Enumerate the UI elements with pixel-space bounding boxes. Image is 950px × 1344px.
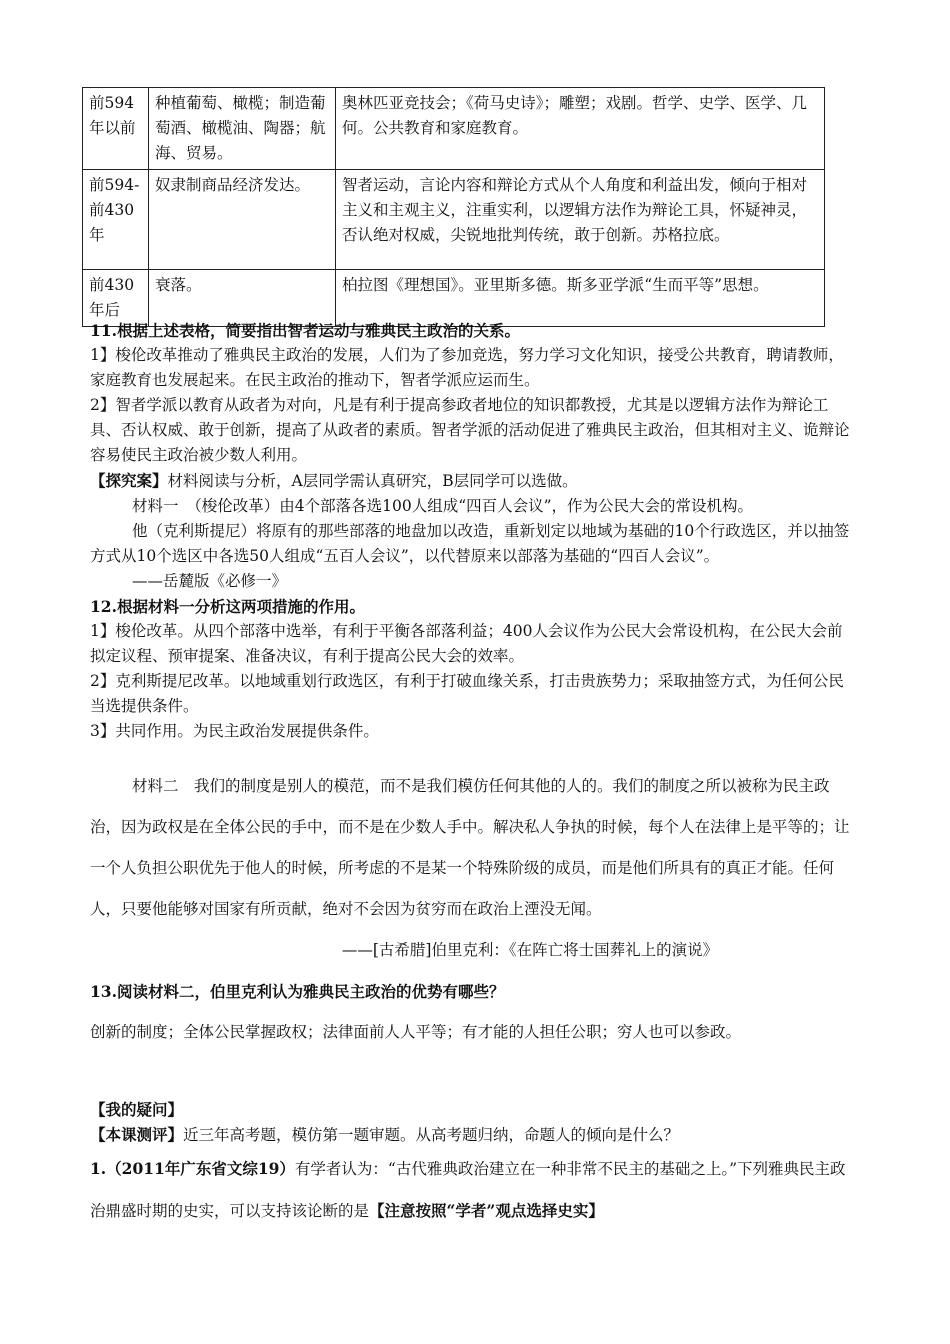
material-1-para-2: 他（克利斯提尼）将原有的那些部落的地盘加以改造，重新划定以地域为基础的10个行政选区，并以抽签方式从10个选区中各选50人组成“五百人会议”，以代替原来以部落为基础的“四百人会议”。 xyxy=(90,522,850,565)
material-2-source: ——[古希腊]伯里克利：《在阵亡将士国葬礼上的演说》 xyxy=(341,941,719,959)
test-question-1-number: 1.（2011年广东省文综19） xyxy=(90,1159,295,1178)
question-11-title: 11.根据上述表格，简要指出智者运动与雅典民主政治的关系。 xyxy=(90,321,520,340)
period-cell: 前430年后 xyxy=(83,270,149,327)
answer-12-3: 3】共同作用。为民主政治发展提供条件。 xyxy=(90,722,379,740)
test-section xyxy=(90,1122,850,1148)
material-2-text: 材料二 我们的制度是别人的模范，而不是我们模仿任何其他的人的。我们的制度之所以被称为民主政治，因为政权是在全体公民的手中，而不是在少数人手中。解决私人争执的时候，每个人在法律上是平等的；让一个人负担公职优先于他人的时候，所考虑的不是某一个特殊阶级的成员，而是他们所具有的真正才能。任何人，只要他能够对国家有所贡献，绝对不会因为贫穷而在政治上湮没无闻。 xyxy=(90,777,850,918)
answer-11-1: 1】梭伦改革推动了雅典民主政治的发展，人们为了参加竞选，努力学习文化知识，接受公共教育，聘请教师，家庭教育也发展起来。在民主政治的推动下，智者学派应运而生。 xyxy=(90,346,844,389)
test-text: 近三年高考题，模仿第一题审题。从高考题归纳，命题人的倾向是什么？ xyxy=(183,1126,680,1144)
culture-cell: 柏拉图《理想国》。亚里斯多德。斯多亚学派“生而平等”思想。 xyxy=(336,270,825,327)
era-table xyxy=(82,87,825,327)
explore-text: 材料阅读与分析，A层同学需认真研究，B层同学可以选做。 xyxy=(167,472,578,490)
question-13-title: 13.阅读材料二，伯里克利认为雅典民主政治的优势有哪些？ xyxy=(90,982,505,1001)
period-cell: 前594-前430年 xyxy=(83,170,149,270)
economy-cell: 衰落。 xyxy=(149,270,336,327)
culture-cell: 智者运动，言论内容和辩论方式从个人角度和利益出发，倾向于相对主义和主观主义，注重实利，以逻辑方法作为辩论工具，怀疑神灵，否认绝对权威，尖锐地批判传统，敢于创新。苏格拉底。 xyxy=(336,170,825,270)
question-12-title: 12.根据材料一分析这两项措施的作用。 xyxy=(90,597,365,616)
test-question-1 xyxy=(90,1148,850,1232)
culture-cell: 奥林匹亚竞技会；《荷马史诗》；雕塑；戏剧。哲学、史学、医学、几何。公共教育和家庭教育。 xyxy=(336,88,825,170)
explore-tag: 【探究案】 xyxy=(90,471,168,490)
material-1-source: ——岳麓版《必修一》 xyxy=(132,572,288,590)
test-tag: 【本课测评】 xyxy=(90,1125,184,1144)
document-body xyxy=(90,318,850,1232)
material-1-para-1: 材料一 （梭伦改革）由4个部落各选100人组成“四百人会议”，作为公民大会的常设机构。 xyxy=(132,497,754,515)
economy-cell: 种植葡萄、橄榄；制造葡萄酒、橄榄油、陶器；航海、贸易。 xyxy=(149,88,336,170)
explore-section xyxy=(90,468,850,494)
test-question-1-note: 【注意按照“学者”观点选择史实】 xyxy=(369,1201,604,1220)
economy-cell: 奴隶制商品经济发达。 xyxy=(149,170,336,270)
my-doubt-label: 【我的疑问】 xyxy=(90,1100,184,1119)
answer-12-1: 1】梭伦改革。从四个部落中选举，有利于平衡各部落利益；400人会议作为公民大会常设机构，在公民大会前拟定议程、预审提案、准备决议，有利于提高公民大会的效率。 xyxy=(90,622,843,665)
answer-12-2: 2】克利斯提尼改革。以地域重划行政选区，有利于打破血缘关系，打击贵族势力；采取抽签方式，为任何公民当选提供条件。 xyxy=(90,672,844,715)
answer-11-2: 2】智者学派以教育从政者为对向，凡是有利于提高参政者地位的知识都教授，尤其是以逻辑方法作为辩论工具、否认权威、敢于创新，提高了从政者的素质。智者学派的活动促进了雅典民主政治，但其相对主义、诡辩论容易使民主政治被少数人利用。 xyxy=(90,396,850,464)
test-question-1-text: 有学者认为：“古代雅典政治建立在一种非常不民主的基础之上。”下列雅典民主政治鼎盛时期的史实，可以支持该论断的是 xyxy=(90,1160,846,1220)
table-row xyxy=(83,170,825,270)
table-row xyxy=(83,88,825,170)
answer-13: 创新的制度；全体公民掌握政权；法律面前人人平等；有才能的人担任公职；穷人也可以参政。 xyxy=(90,1023,742,1041)
period-cell: 前594年以前 xyxy=(83,88,149,170)
